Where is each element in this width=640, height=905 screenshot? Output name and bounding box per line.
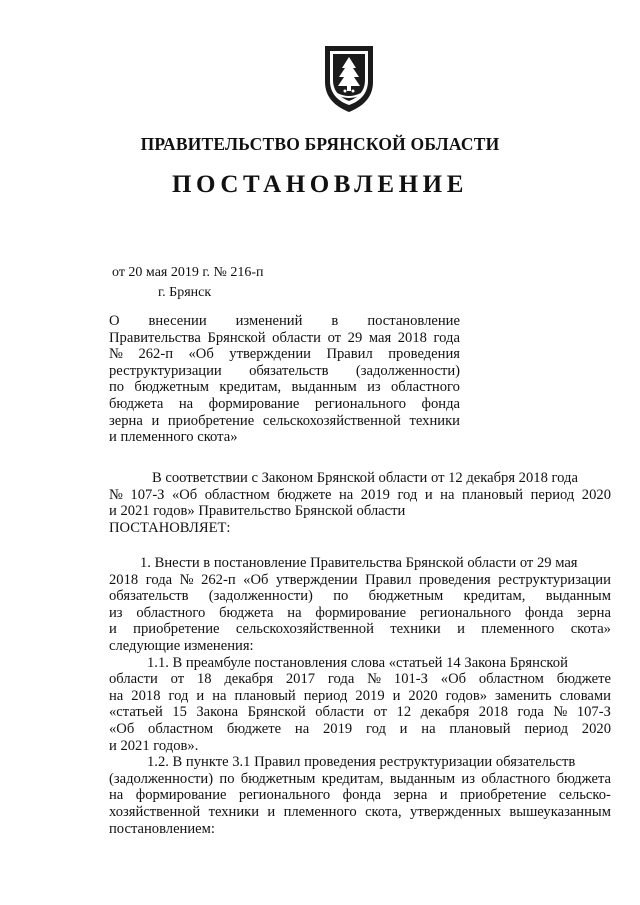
body-line: и приобретение сельскохозяйственной техники и племенного скота»: [109, 621, 611, 638]
body-line: хозяйственной техники и племенного скота, утвержденных вышеуказанным: [109, 803, 611, 820]
subject-line: № 262-п «Об утверждении Правил проведения: [109, 346, 460, 363]
subject-line: по бюджетным кредитам, выданным из областного: [109, 379, 460, 396]
document-subject: [109, 313, 460, 446]
organization-name: ПРАВИТЕЛЬСТВО БРЯНСКОЙ ОБЛАСТИ: [140, 134, 500, 154]
coat-of-arms-icon: [321, 42, 377, 114]
preamble-line: В соответствии с Законом Брянской области от 12 декабря 2018 года: [152, 470, 578, 486]
document-body: [109, 555, 611, 837]
body-line: и 2021 годов».: [109, 737, 199, 754]
body-line: на формирование регионального фонда зерна и приобретение сельско-: [109, 787, 611, 804]
subject-line: реструктуризации обязательств (задолженности): [109, 362, 460, 379]
subject-line: бюджета на формирование регионального фонда: [109, 395, 460, 412]
subject-line: зерна и приобретение сельскохозяйственной техники: [109, 412, 460, 429]
body-line: (задолженности) по бюджетным кредитам, выданным из областного бюджета: [109, 770, 611, 787]
document-type: ПОСТАНОВЛЕНИЕ: [171, 171, 469, 198]
subject-line: Правительства Брянской области от 29 мая 2018 года: [109, 329, 460, 346]
body-line: постановлением:: [109, 820, 215, 837]
body-line: «Об областном бюджете на 2019 год и на плановый период 2020: [109, 720, 611, 737]
subject-line: и племенного скота»: [109, 429, 238, 446]
body-line: 1.2. В пункте 3.1 Правил проведения реструктуризации обязательств: [147, 754, 576, 771]
preamble-line: № 107-З «Об областном бюджете на 2019 год и на плановый период 2020: [109, 486, 611, 503]
body-line: области от 18 декабря 2017 года № 101-З «Об областном бюджете: [109, 671, 611, 688]
subject-line: О внесении изменений в постановление: [109, 313, 460, 329]
body-line: 2018 года № 262-п «Об утверждении Правил проведения реструктуризации: [109, 571, 611, 588]
body-line: 1.1. В преамбуле постановления слова «статьей 14 Закона Брянской: [147, 654, 568, 671]
body-line: следующие изменения:: [109, 637, 254, 654]
preamble-line: ПОСТАНОВЛЯЕТ:: [109, 519, 231, 536]
body-line: «статьей 15 Закона Брянской области от 12 декабря 2018 года № 107-З: [109, 704, 611, 721]
document-date-number: от 20 мая 2019 г. № 216-п: [112, 265, 264, 280]
document-city: г. Брянск: [158, 285, 212, 300]
body-line: 1. Внести в постановление Правительства Брянской области от 29 мая: [140, 555, 578, 571]
body-line: из областного бюджета на формирование регионального фонда зерна: [109, 604, 611, 621]
preamble-line: и 2021 годов» Правительство Брянской области: [109, 503, 406, 520]
body-line: на 2018 год и на плановый период 2019 и 2020 годов» заменить словами: [109, 687, 611, 704]
body-line: обязательств (задолженности) по бюджетным кредитам, выданным: [109, 588, 611, 605]
document-preamble: [109, 470, 611, 536]
